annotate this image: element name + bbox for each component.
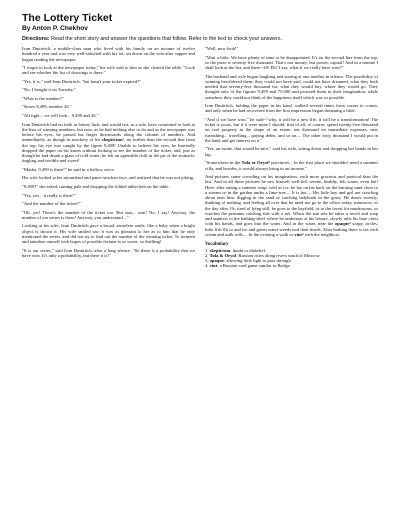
story-text: "Yes, it is," said Ivan Dmitritch, "but hasn't your ticket expired?" xyxy=(22,78,141,84)
story-columns xyxy=(22,46,378,269)
story-column-right xyxy=(205,46,378,269)
vocabulary-section xyxy=(205,242,378,269)
directions-label: Directions: xyxy=(22,36,50,42)
story-paragraph xyxy=(205,117,378,143)
story-paragraph xyxy=(205,55,378,71)
vocabulary-definition: : Russian cities along rivers south of Moscow xyxy=(235,252,320,258)
story-paragraph xyxy=(22,87,195,92)
story-text: "Wait a little. We have plenty of time to be disappointed. It's on the second line from the top, so the prize is seventy-five thousand. That's not money, but power, capital! And in a minute I shall look at the list, and there--26! Eh? I say, what if we really have won?" xyxy=(205,54,378,71)
story-text: "It is our series," said Ivan Dmitritch, after a long silence. "So there is a probability that we have won. It's only a probability, but there it is!" xyxy=(22,247,195,258)
story-paragraph xyxy=(22,248,195,259)
story-paragraph xyxy=(205,74,378,100)
vocabulary-title: Vocabulary xyxy=(205,242,229,248)
story-paragraph xyxy=(205,174,378,237)
story-author: By Anton P. Chekhov xyxy=(22,25,88,32)
vocabulary-definition: : doubt or disbelief xyxy=(230,247,266,253)
story-text: "Yes, an estate, that would be nice," said his wife, sitting down and dropping her hands in her lap. xyxy=(205,146,378,157)
story-paragraph xyxy=(22,46,195,62)
vocabulary-number: 4. xyxy=(205,263,210,269)
story-text: "I forgot to look at the newspaper today," his wife said to him as she cleared the table. "Look and see whether the list of drawings is there." xyxy=(22,65,195,76)
story-paragraph xyxy=(205,160,378,171)
story-text: Looking at his wife, Ivan Dmitritch gave a broad, senseless smile, like a baby when a bright object is shown it. His wife smiled too; it was as pleasant to her as to him that he only mentioned the series, and did not try to find out the number of the winning ticket. To torment and tantalize oneself with hopes of possible fortune is so sweet, so thrilling! xyxy=(22,223,195,245)
vocabulary-term: skepticism xyxy=(209,247,231,253)
story-column-left xyxy=(22,46,195,269)
story-text: His wife looked at his astonished and panic-stricken face, and realized that he was not joking. xyxy=(22,175,195,181)
directions-text: Read the short story and answer the questions that follow. Refer to the text to check your answers. xyxy=(51,36,282,42)
vocab-word: skepticism xyxy=(101,137,123,143)
story-paragraph xyxy=(205,146,378,157)
vocabulary-list xyxy=(205,248,378,269)
story-text: "What is the number?" xyxy=(22,95,64,101)
story-text: Ivan Dmitritch, holding the paper in his hand, walked several times from corner to corner, and only when he had recovered from the first impression began dreaming a little. xyxy=(205,103,378,114)
story-text: ³ soapy circles, little fish flit to and fro and green water-weeds nod their heads. After bathing there is tea with cream and milk rolls.... In the evening a walk or xyxy=(205,221,378,237)
story-text: "No, I bought it on Tuesday." xyxy=(22,87,76,93)
story-text: "And the number of the ticket?" xyxy=(22,201,81,207)
vocabulary-number: 2. xyxy=(205,252,210,258)
vocabulary-number: 1. xyxy=(205,247,210,253)
story-paragraph xyxy=(22,113,195,118)
story-text: ² provinces... In the first place we shouldn't need a summer villa, and besides, it would always bring in an income." xyxy=(205,160,378,171)
vocabulary-definition: : a Russian card game similar to Bridge xyxy=(217,263,290,269)
story-paragraph xyxy=(22,223,195,244)
story-paragraph xyxy=(22,184,195,189)
story-text: ¹, no further than the second line from the top, his eye was caught by the figure 9,499! Unable to believe his eyes, he hurriedly dropped the paper on his knees without looking to see the number of the ticket, and, just as though he had drunk a glass of cold water, he felt an agreeable chill in the pit of the stomach; tingling and terrible and sweet! xyxy=(22,137,195,164)
story-text: ⁴ with the neighbors. xyxy=(301,231,341,237)
story-text: And pictures came crowding on his imagination, each more gracious and poetical than the last. And in all these pictures he saw himself well-fed, serene, healthy, felt warm, even hot! Here, after eating a summer soup, cold as ice, he lay on his back on the burning sand close to a stream or in the garden under a lime-tree.... It is hot.... His little boy and girl are crawling about near him, digging in the sand or catching ladybirds in the grass. He dozes sweetly, thinking of nothing, and feeling all over that he need not go to the office today, tomorrow, or the day after. Or, tired of lying still, he goes to the hayfield, or to the forest for mushrooms, or watches the peasants catching fish with a net. When the sun sets he takes a towel and soap and saunters to the bathing-shed, where he undresses at his leisure, slowly rubs his bare chest with his hands, and goes into the water. And in the water, near the xyxy=(205,174,378,227)
story-text: "9,499?" she asked, turning pale and dropping the folded tablecloth on the table. xyxy=(22,183,170,189)
story-column-right-text xyxy=(205,46,378,237)
story-text: "Masha, 9,499 is there!" he said in a hollow voice. xyxy=(22,166,115,172)
vocab-word: opaque xyxy=(335,221,350,227)
story-paragraph xyxy=(22,201,195,206)
story-text: "Well, now look!" xyxy=(205,46,239,51)
story-paragraph xyxy=(205,103,378,114)
story-title: The Lottery Ticket xyxy=(22,12,113,24)
story-paragraph xyxy=(205,46,378,51)
story-text: Ivan Dmitritch had no faith in lottery luck, and would not, as a rule, have consented to look at the lists of winning numbers, but now, as he had nothing else to do and as the newspaper was before his eyes, he passed his finger downwards along the column of numbers. And immediately, as though in mockery of his xyxy=(22,121,195,143)
story-paragraph xyxy=(22,210,195,221)
story-text: "All right... we will look... 9,499 and 26." xyxy=(22,113,99,119)
story-paragraph xyxy=(22,167,195,172)
story-text: The husband and wife began laughing and staring at one another in silence. The possibility of winning bewildered them; they could not have said, could not have dreamed, what they both needed that seventy-five thousand for, what they would buy, where they would go. They thought only of the figures 9,499 and 75,000 and pictured them in their imagination, while somehow they could not think of the happiness itself which was so possible. xyxy=(205,73,378,100)
directions xyxy=(22,36,378,43)
story-text: "Series 9,499, number 26." xyxy=(22,104,72,110)
story-paragraph xyxy=(22,65,195,76)
story-text: "And if we have won," he said--"why, it will be a new life, it will be a transformation! The ticket is yours, but if it were mine I should, first of all, of course, spend twenty-five thousand on real property in the shape of an estate; ten thousand on immediate expenses, new furnishing... travelling... paying debts, and so on.... The other forty thousand I would put in the bank and get interest on it." xyxy=(205,116,378,143)
story-paragraph xyxy=(22,193,195,198)
vocabulary-definition: : allowing little light to pass through xyxy=(223,258,291,264)
vocabulary-term: vint xyxy=(209,263,218,269)
vocabulary-term: Tula & Oryol xyxy=(209,252,236,258)
story-paragraph xyxy=(22,175,195,180)
story-paragraph xyxy=(22,79,195,84)
vocabulary-term: opaque xyxy=(209,258,224,264)
story-text: "Yes, yes... it really is there!" xyxy=(22,192,76,198)
vocab-word: Tula or Oryol xyxy=(241,160,269,166)
story-text: Ivan Dmitritch, a middle-class man who lived with his family on an income of twelve hundred a year and was very well-satisfied with his lot, sat down on the sofa after supper and began reading the newspaper. xyxy=(22,46,195,62)
vocab-word: vint xyxy=(294,231,302,237)
story-paragraph xyxy=(22,96,195,101)
story-text: "Somewhere in the xyxy=(205,160,242,166)
vocabulary-number: 3. xyxy=(205,258,210,264)
story-text: "Oh, yes! There's the number of the ticket too. But stay... wait! No, I say! Anyway, the number of our series is there! Anyway, you understand...." xyxy=(22,209,195,220)
story-paragraph xyxy=(22,104,195,109)
vocabulary-item xyxy=(205,263,378,268)
story-paragraph xyxy=(22,122,195,164)
